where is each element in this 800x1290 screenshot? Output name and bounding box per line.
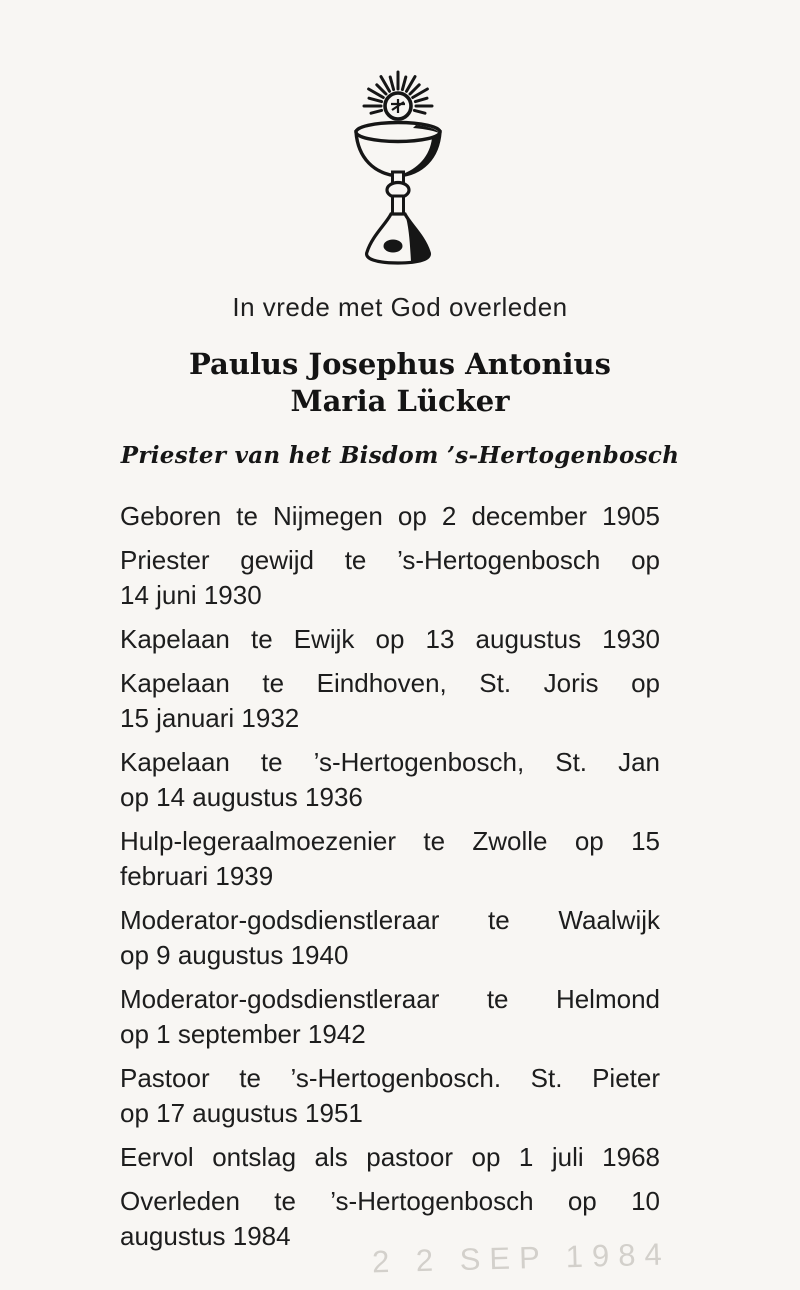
deceased-name xyxy=(0,346,800,420)
deceased-name-line1: Paulus Josephus Antonius xyxy=(189,347,611,381)
chalice-with-radiant-host-icon xyxy=(320,66,480,284)
life-event-pastor: Pastoor te ’s-Hertogenbosch. St. Pieter op 17 augustus 1951 xyxy=(120,1063,660,1128)
life-event-retirement: Eervol ontslag als pastoor op 1 juli 1968 xyxy=(120,1142,660,1172)
intro-line: In vrede met God overleden xyxy=(232,292,568,322)
life-events-list xyxy=(0,499,800,1254)
life-event-chaplain-eindhoven: Kapelaan te Eindhoven, St. Joris op 15 januari 1932 xyxy=(120,668,660,733)
deceased-title: Priester van het Bisdom ’s-Hertogenbosch xyxy=(120,442,680,469)
life-event-ordained: Priester gewijd te ’s-Hertogenbosch op 14 juni 1930 xyxy=(120,545,660,610)
life-event-died: Overleden te ’s-Hertogenbosch op 10 augustus 1984 xyxy=(120,1186,660,1251)
deceased-name-line2: Maria Lücker xyxy=(290,384,510,418)
date-stamp: 2 2 SEP 1984 xyxy=(371,1236,672,1280)
life-event-moderator-helmond: Moderator-godsdienstleraar te Helmond op 1 september 1942 xyxy=(120,984,660,1049)
life-event-chaplain-ewijk: Kapelaan te Ewijk op 13 augustus 1930 xyxy=(120,624,660,654)
life-event-moderator-waalwijk: Moderator-godsdienstleraar te Waalwijk op 9 augustus 1940 xyxy=(120,905,660,970)
life-event-army-chaplain: Hulp-legeraalmoezenier te Zwolle op 15 februari 1939 xyxy=(120,826,660,891)
life-event-born: Geboren te Nijmegen op 2 december 1905 xyxy=(120,501,660,531)
life-event-chaplain-hertogenbosch: Kapelaan te ’s-Hertogenbosch, St. Jan op 14 augustus 1936 xyxy=(120,747,660,812)
